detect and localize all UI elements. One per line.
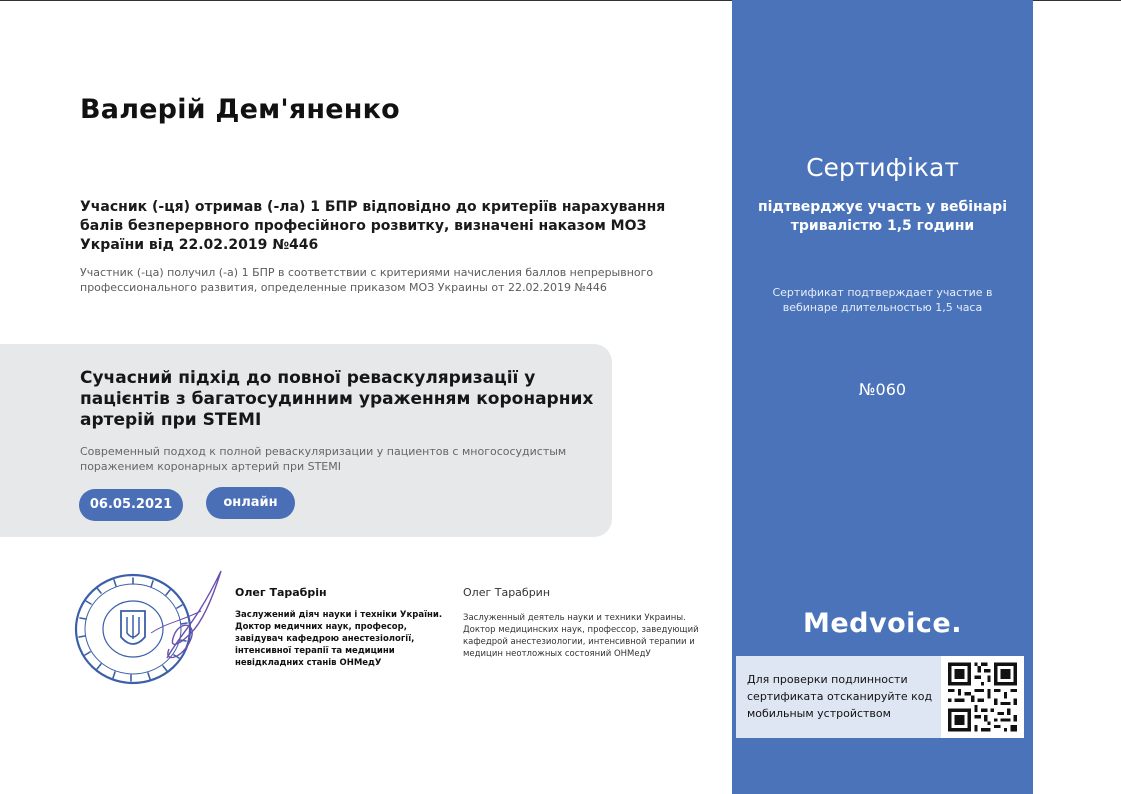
qr-code[interactable] <box>941 656 1024 738</box>
course-title-ua: Сучасний підхід до повної реваскуляризації у пацієнтів з багатосудинним ураженням коронарних артерій при STEMI <box>80 368 594 430</box>
signatory-name-ua: Олег Тарабрін <box>235 586 327 599</box>
award-text-ua: Учасник (-ця) отримав (-ла) 1 БПР відповідно до критеріїв нарахування балів безперервного професійного розвитку, визначені наказом МОЗ України від 22.02.2019 №446 <box>80 199 666 253</box>
university-stamp <box>71 563 231 693</box>
signatory-desc-ru: Заслуженный деятель науки и техники Украины. Доктор медицинских наук, профессор, заведующий кафедрой анестезиологии, интенсивной терапии и медицин неотложных состояний ОНМедУ <box>463 613 699 659</box>
award-text-ru: Участник (-ца) получил (-а) 1 БПР в соответствии с критериями начисления баллов непрерывного профессионального развития, определенные приказом МОЗ Украины от 22.02.2019 №446 <box>80 266 654 294</box>
signatory-desc-ua: Заслужений діяч науки і техніки України. Доктор медичних наук, професор, завідувач кафедрою анестезіології, інтенсивної терапії та медицини невідкладних станів ОНМедУ <box>235 610 443 668</box>
certificate-number: №060 <box>858 380 907 399</box>
recipient-name: Валерій Дем'яненко <box>80 94 400 125</box>
qr-code-icon <box>941 656 1024 738</box>
certificate-subtitle-ru: Сертификат подтверждает участие в вебинаре длительностью 1,5 часа <box>772 286 993 314</box>
stamp-seal-icon <box>71 563 231 693</box>
course-mode-badge: онлайн <box>206 487 295 519</box>
course-date-badge: 06.05.2021 <box>79 489 183 521</box>
signatory-name-ru: Олег Тарабрин <box>463 586 551 599</box>
certificate-subtitle-ua: підтверджує участь у вебінарі тривалістю 1,5 години <box>758 199 1007 234</box>
verification-text: Для проверки подлинности сертификата отсканируйте код мобильным устройством <box>747 673 933 720</box>
certificate-title: Сертифікат <box>806 153 959 182</box>
brand-logo: Medvoice. <box>803 608 962 639</box>
course-title-ru: Современный подход к полной реваскуляризации у пациентов с многососудистым поражением коронарных артерий при STEMI <box>80 445 567 473</box>
